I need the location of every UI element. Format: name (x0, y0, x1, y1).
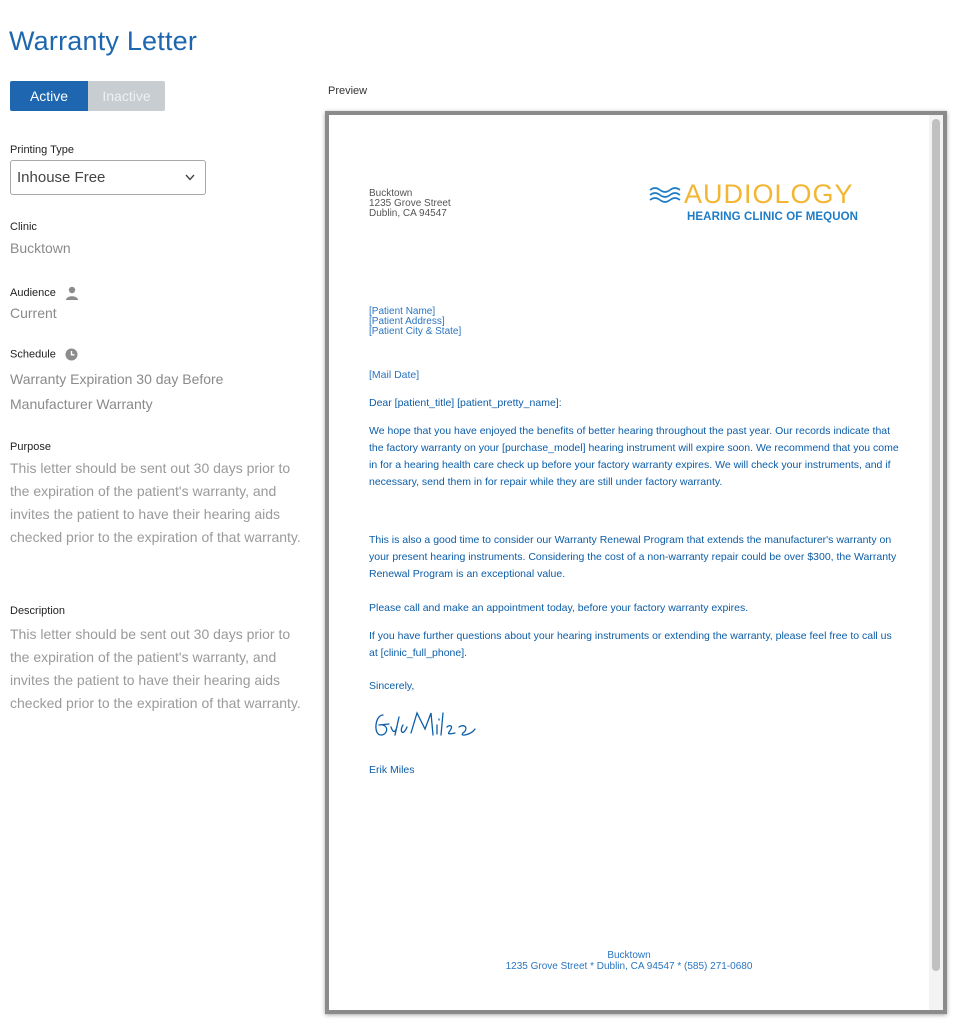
inactive-toggle-button[interactable]: Inactive (88, 81, 165, 111)
waves-icon (649, 185, 683, 205)
purpose-label: Purpose (10, 441, 51, 453)
recipient-line3: [Patient City & State] (369, 326, 462, 337)
letter-preview[interactable] (325, 111, 947, 1014)
clock-icon (65, 348, 78, 361)
clinic-value: Bucktown (10, 240, 71, 256)
audience-label: Audience (10, 286, 56, 299)
return-address (369, 189, 451, 219)
audience-heading (10, 286, 79, 300)
description-label: Description (10, 605, 66, 617)
letter-page (329, 115, 929, 1010)
preview-label: Preview (328, 85, 368, 97)
clinic-logo (649, 179, 889, 229)
logo-main-text: AUDIOLOGY (684, 179, 854, 209)
recipient-address (369, 307, 461, 337)
letter-paragraph-2: This is also a good time to consider our Warranty Renewal Program that extends the manufacturer's warranty on your present hearing instruments. Considering the cost of a non-warranty repair could be over $300, the Warranty Renewal Program is an exceptional value. (369, 534, 897, 580)
preview-scrollbar-thumb[interactable] (932, 119, 940, 971)
mail-date: [Mail Date] (369, 369, 420, 381)
letter-paragraph-4: If you have further questions about your hearing instruments or extending the warranty, please feel free to call us at [clinic_full_phone]. (369, 630, 892, 659)
return-address-line1: Bucktown (369, 188, 413, 199)
audience-value: Current (10, 305, 57, 321)
printing-type-select[interactable] (10, 160, 206, 195)
footer-line2: 1235 Grove Street * Dublin, CA 94547 * (585) 271-0680 (505, 961, 753, 972)
letter-paragraph-1: We hope that you have enjoyed the benefits of better hearing throughout the past year. Our records indicate that the factory warranty on your [purchase_model] hearing instrument will expire soon. We recommend that you come in for a hearing health care check up before your factory warranty expires. We will check your instruments, and if necessary, send them in for repair while they are still under factory warranty. (369, 425, 899, 488)
clinic-label: Clinic (10, 221, 37, 233)
return-address-line3: Dublin, CA 94547 (369, 208, 447, 219)
purpose-text: This letter should be sent out 30 days prior to the expiration of the patient's warranty, and invites the patient to have their hearing aids checked prior to the expiration of that warranty. (10, 460, 301, 545)
letter-paragraph-3: Please call and make an appointment today, before your factory warranty expires. (369, 602, 749, 614)
signer-name: Erik Miles (369, 764, 415, 776)
active-toggle-button[interactable]: Active (10, 81, 88, 111)
preview-scrollbar[interactable] (929, 115, 943, 1010)
schedule-label: Schedule (10, 348, 56, 361)
printing-type-value: Inhouse Free (17, 169, 106, 186)
recipient-line2: [Patient Address] (369, 316, 445, 327)
page-title: Warranty Letter (9, 26, 198, 56)
printing-type-label: Printing Type (10, 144, 75, 156)
salutation: Dear [patient_title] [patient_pretty_name]: (369, 397, 562, 409)
chevron-down-icon (185, 174, 195, 181)
signature-image (369, 705, 479, 745)
logo-sub-text: HEARING CLINIC OF MEQUON (687, 211, 859, 223)
footer-line1: Bucktown (607, 950, 651, 961)
schedule-value-line1: Warranty Expiration 30 day Before (10, 371, 224, 387)
description-text: This letter should be sent out 30 days prior to the expiration of the patient's warranty, and invites the patient to have their hearing aids checked prior to the expiration of that warranty. (10, 626, 301, 711)
recipient-line1: [Patient Name] (369, 306, 436, 317)
return-address-line2: 1235 Grove Street (369, 198, 451, 209)
person-icon (65, 286, 79, 300)
status-toggle[interactable] (10, 81, 165, 111)
schedule-value-line2: Manufacturer Warranty (10, 396, 153, 412)
schedule-heading (10, 348, 78, 361)
letter-closing: Sincerely, (369, 680, 415, 692)
